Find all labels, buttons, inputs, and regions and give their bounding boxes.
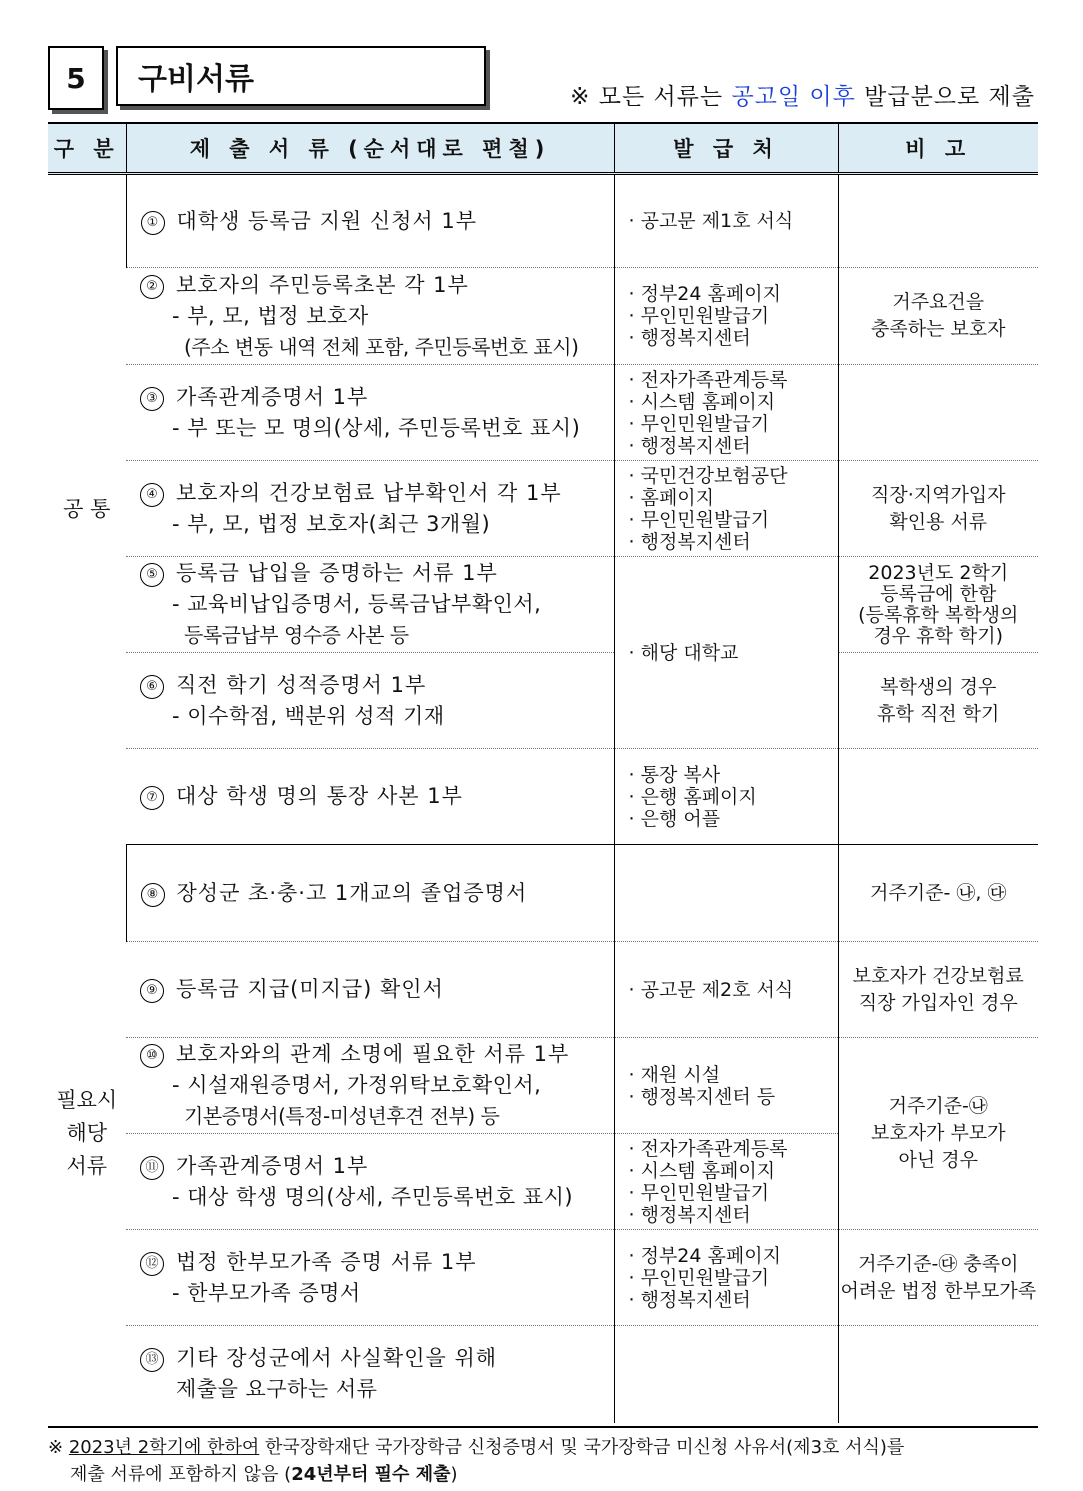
- issuer-cell: [614, 942, 838, 1038]
- issuer-item: · 국민건강보험공단: [628, 464, 788, 487]
- table-row: [48, 1038, 1038, 1134]
- document-cell: [126, 1230, 614, 1326]
- document-title-text: 법정 한부모가족 증명 서류 1부: [176, 1249, 477, 1274]
- issuer-item: · 행정복지센터 등: [628, 1085, 776, 1108]
- section-title: 구비서류: [116, 46, 486, 106]
- document-title-text: 직전 학기 성적증명서 1부: [176, 672, 427, 697]
- issuer-text: 행정복지센터: [640, 1203, 751, 1226]
- issuer-item: · 무인민원발급기: [628, 412, 770, 435]
- header-issuer: 발 급 처: [614, 123, 838, 174]
- remarks-line: 아닌 경우: [898, 1149, 978, 1171]
- issuer-item: · 무인민원발급기: [628, 508, 770, 531]
- item-number: ⑧: [141, 883, 165, 907]
- document-title: [140, 974, 614, 1005]
- document-cell: [126, 1038, 614, 1134]
- remarks-line: 충족하는 보호자: [870, 318, 1006, 340]
- issuer-text: 무인민원발급기: [640, 412, 770, 435]
- header-remarks: 비 고: [838, 123, 1038, 174]
- remarks-line: 2023년도 2학기: [868, 561, 1009, 584]
- issuer-item: · 시스템 홈페이지: [628, 1159, 776, 1182]
- header-documents: 제 출 서 류 (순서대로 편철): [126, 123, 614, 174]
- issuer-item: · 무인민원발급기: [628, 305, 770, 327]
- document-cell: [126, 653, 614, 749]
- footnote-mark: ※: [48, 1437, 64, 1458]
- issuer-text: 홈페이지: [640, 486, 715, 509]
- issuer-text: 통장 복사: [640, 763, 721, 786]
- issuer-cell: [614, 461, 838, 557]
- issuer-cell: [614, 365, 838, 461]
- document-title: [140, 1151, 614, 1182]
- remarks-line: (등록휴학 복학생의: [858, 603, 1019, 626]
- remarks-line: 거주요건을: [892, 291, 985, 313]
- issuer-cell: [614, 557, 838, 749]
- remarks-cell: [838, 557, 1038, 653]
- issuer-item: · 행정복지센터: [628, 434, 751, 457]
- footnote-text-3: ): [450, 1464, 458, 1485]
- remarks-cell: [838, 1326, 1038, 1423]
- document-sub: - 교육비납입증명서, 등록금납부확인서,: [172, 592, 542, 616]
- issuer-text: 행정복지센터: [640, 1288, 751, 1311]
- category-optional: [48, 845, 126, 1423]
- required-documents-table: [48, 122, 1038, 1423]
- remarks-line: 경우 휴학 학기): [873, 624, 1004, 647]
- issuer-item: · 시스템 홈페이지: [628, 390, 776, 413]
- category-optional-line: 필요시: [56, 1088, 118, 1112]
- document-sub: - 시설재원증명서, 가정위탁보호확인서,: [172, 1073, 542, 1097]
- remarks-cell: [838, 365, 1038, 461]
- document-cell: [126, 1134, 614, 1230]
- document-title-text: 가족관계증명서 1부: [176, 384, 369, 409]
- issuer-text: 행정복지센터: [640, 327, 751, 349]
- item-number: ②: [140, 275, 164, 299]
- remarks-line: 거주기준-㉰ 충족이: [858, 1252, 1019, 1275]
- document-title-text: 기타 장성군에서 사실확인을 위해: [176, 1346, 498, 1371]
- table-row: [48, 942, 1038, 1038]
- remarks-line: 휴학 직전 학기: [877, 702, 1000, 725]
- table-row: [48, 749, 1038, 845]
- remarks-line: 등록금에 한함: [880, 582, 997, 605]
- issuer-text: 해당 대학교: [640, 641, 739, 664]
- item-number: ⑨: [140, 979, 164, 1003]
- issuer-item: · 은행 홈페이지: [628, 785, 757, 808]
- table-row: [48, 268, 1038, 365]
- document-title-text: 보호자의 주민등록초본 각 1부: [176, 272, 469, 297]
- issuer-text: 행정복지센터: [640, 530, 751, 553]
- item-number: ⑬: [140, 1348, 164, 1372]
- document-cell: [126, 461, 614, 557]
- item-number: ⑦: [140, 786, 164, 810]
- issuer-item: · 홈페이지: [628, 486, 715, 509]
- item-number: ⑤: [140, 563, 164, 587]
- document-cell: [126, 942, 614, 1038]
- issuer-text: 정부24 홈페이지: [640, 283, 781, 305]
- document-sub: 등록금납부 영수증 사본 등: [184, 623, 409, 647]
- issuer-item: · 재원 시설: [628, 1063, 721, 1086]
- issuer-text: 은행 어플: [640, 807, 721, 830]
- footnote-bold: 24년부터 필수 제출: [291, 1464, 451, 1485]
- footnote-text-2: 제출 서류에 포함하지 않음 (: [70, 1464, 292, 1485]
- issuer-text: 재원 시설: [640, 1063, 721, 1086]
- issuer-cell: [614, 845, 838, 942]
- issuer-item: · 행정복지센터: [628, 1203, 751, 1226]
- issuer-item: · 행정복지센터: [628, 1288, 751, 1311]
- remarks-line: 거주기준- ㉯, ㉰: [870, 881, 1007, 904]
- category-common: 공 통: [63, 497, 111, 522]
- category-optional-line: 서류: [66, 1154, 108, 1178]
- issuer-text: 행정복지센터: [640, 434, 751, 457]
- issuer-item: · 정부24 홈페이지: [628, 1244, 781, 1267]
- remarks-cell: [838, 942, 1038, 1038]
- document-title-text: 대상 학생 명의 통장 사본 1부: [176, 784, 463, 808]
- document-sub: 제출을 요구하는 서류: [176, 1377, 378, 1402]
- issuer-text: 전자가족관계등록: [640, 1137, 788, 1160]
- document-title-text: 등록금 지급(미지급) 확인서: [176, 977, 444, 1001]
- issuer-item: · 행정복지센터: [628, 327, 751, 349]
- document-title: [140, 558, 614, 589]
- document-title: [141, 878, 614, 909]
- issuer-item: · 통장 복사: [628, 763, 721, 786]
- footnote: [48, 1426, 1038, 1488]
- issuer-item: · 행정복지센터: [628, 530, 751, 553]
- table-row: [48, 557, 1038, 653]
- issuer-item: · 전자가족관계등록: [628, 1137, 788, 1160]
- issue-date-notice: [570, 78, 1035, 111]
- document-cell: [126, 174, 614, 268]
- issuer-cell: [614, 1230, 838, 1326]
- header-category: 구 분: [48, 123, 126, 174]
- issuer-text: 전자가족관계등록: [640, 368, 788, 391]
- issuer-cell: [614, 749, 838, 845]
- issuer-item: · 공고문 제1호 서식: [628, 210, 794, 232]
- remarks-cell: [838, 461, 1038, 557]
- document-cell: [126, 268, 614, 365]
- table-row: [48, 174, 1038, 268]
- issuer-text: 은행 홈페이지: [640, 785, 757, 808]
- issuer-text: 무인민원발급기: [640, 305, 770, 327]
- footnote-text-1: 한국장학재단 국가장학금 신청증명서 및 국가장학금 미신청 사유서(제3호 서식)를: [259, 1437, 905, 1458]
- document-sub: - 대상 학생 명의(상세, 주민등록번호 표시): [172, 1184, 574, 1209]
- issuer-text: 무인민원발급기: [640, 1266, 770, 1289]
- document-sub: - 부, 모, 법정 보호자(최근 3개월): [172, 511, 491, 536]
- table-row: [48, 1326, 1038, 1423]
- remarks-line: 보호자가 건강보험료: [852, 964, 1024, 987]
- issuer-item: · 은행 어플: [628, 807, 721, 830]
- document-title: [140, 478, 614, 509]
- remarks-line: 직장 가입자인 경우: [858, 991, 1018, 1014]
- remarks-cell: [838, 749, 1038, 845]
- document-title: [140, 670, 614, 701]
- notice-suffix: 발급분으로 제출: [855, 84, 1035, 110]
- issuer-cell: [614, 1134, 838, 1230]
- issuer-text: 공고문 제1호 서식: [640, 210, 794, 232]
- document-title: [140, 270, 614, 301]
- remarks-cell: [838, 653, 1038, 749]
- document-title: [140, 382, 614, 413]
- item-number: ⑫: [140, 1252, 164, 1276]
- issuer-item: · 무인민원발급기: [628, 1266, 770, 1289]
- document-title: [140, 1039, 614, 1070]
- remarks-line: 복학생의 경우: [880, 675, 997, 698]
- issuer-cell: [614, 1326, 838, 1423]
- document-sub: 기본증명서(특정-미성년후견 전부) 등: [184, 1104, 500, 1128]
- notice-highlight: 공고일 이후: [731, 84, 856, 110]
- document-title: [141, 206, 614, 237]
- issuer-item: · 공고문 제2호 서식: [628, 978, 794, 1001]
- issuer-cell: [614, 174, 838, 268]
- document-sub: (주소 변동 내역 전체 포함, 주민등록번호 표시): [184, 334, 579, 359]
- issuer-text: 정부24 홈페이지: [640, 1244, 781, 1267]
- issuer-cell: [614, 268, 838, 365]
- remarks-cell: [838, 1038, 1038, 1230]
- issuer-text: 공고문 제2호 서식: [640, 978, 794, 1001]
- document-title: [140, 781, 614, 812]
- document-cell: [126, 365, 614, 461]
- document-title-text: 보호자와의 관계 소명에 필요한 서류 1부: [176, 1042, 570, 1066]
- table-row: [48, 845, 1038, 942]
- remarks-line: 보호자가 부모가: [870, 1122, 1006, 1144]
- item-number: ⑪: [140, 1156, 164, 1180]
- issuer-text: 무인민원발급기: [640, 1181, 770, 1204]
- document-title-text: 등록금 납입을 증명하는 서류 1부: [176, 561, 498, 585]
- issuer-item: · 무인민원발급기: [628, 1181, 770, 1204]
- remarks-line: 거주기준-㉯: [888, 1095, 988, 1117]
- issuer-cell: [614, 1038, 838, 1134]
- document-title-text: 가족관계증명서 1부: [176, 1153, 369, 1178]
- document-sub: - 부, 모, 법정 보호자: [172, 303, 369, 328]
- document-cell: [126, 557, 614, 653]
- document-sub: - 부 또는 모 명의(상세, 주민등록번호 표시): [172, 415, 581, 440]
- document-title-text: 대학생 등록금 지원 신청서 1부: [176, 208, 477, 233]
- document-title-text: 보호자의 건강보험료 납부확인서 각 1부: [176, 480, 562, 505]
- remarks-line: 어려운 법정 한부모가족: [840, 1279, 1037, 1302]
- remarks-cell: [838, 174, 1038, 268]
- category-optional-line: 해당: [66, 1121, 108, 1145]
- issuer-text: 시스템 홈페이지: [640, 1159, 776, 1182]
- issuer-text: 무인민원발급기: [640, 508, 770, 531]
- item-number: ③: [140, 387, 164, 411]
- table-row: [48, 461, 1038, 557]
- remarks-cell: [838, 1230, 1038, 1326]
- item-number: ⑩: [140, 1044, 164, 1068]
- footnote-underlined: 2023년 2학기에 한하여: [68, 1437, 260, 1458]
- remarks-line: 확인용 서류: [889, 510, 988, 533]
- remarks-cell: [838, 268, 1038, 365]
- item-number: ④: [140, 483, 164, 507]
- table-row: [48, 1230, 1038, 1326]
- section-number: 5: [48, 46, 104, 110]
- document-title-text: 장성군 초·충·고 1개교의 졸업증명서: [176, 880, 528, 905]
- document-title: [140, 1343, 614, 1374]
- remarks-line: 직장·지역가입자: [870, 483, 1006, 506]
- item-number: ①: [141, 211, 165, 235]
- document-title: [140, 1247, 614, 1278]
- item-number: ⑥: [140, 675, 164, 699]
- issuer-text: 국민건강보험공단: [640, 464, 788, 487]
- document-sub: - 이수학점, 백분위 성적 기재: [172, 703, 445, 728]
- issuer-item: · 전자가족관계등록: [628, 368, 788, 391]
- document-cell: [126, 1326, 614, 1423]
- remarks-cell: [838, 845, 1038, 942]
- table-row: [48, 653, 1038, 749]
- issuer-text: 행정복지센터 등: [640, 1085, 776, 1108]
- issuer-item: · 해당 대학교: [628, 641, 739, 664]
- table-row: [48, 365, 1038, 461]
- issuer-item: · 정부24 홈페이지: [628, 283, 781, 305]
- issuer-text: 시스템 홈페이지: [640, 390, 776, 413]
- document-cell: [126, 845, 614, 942]
- document-cell: [126, 749, 614, 845]
- notice-prefix: ※ 모든 서류는: [570, 84, 732, 110]
- document-sub: - 한부모가족 증명서: [172, 1280, 361, 1305]
